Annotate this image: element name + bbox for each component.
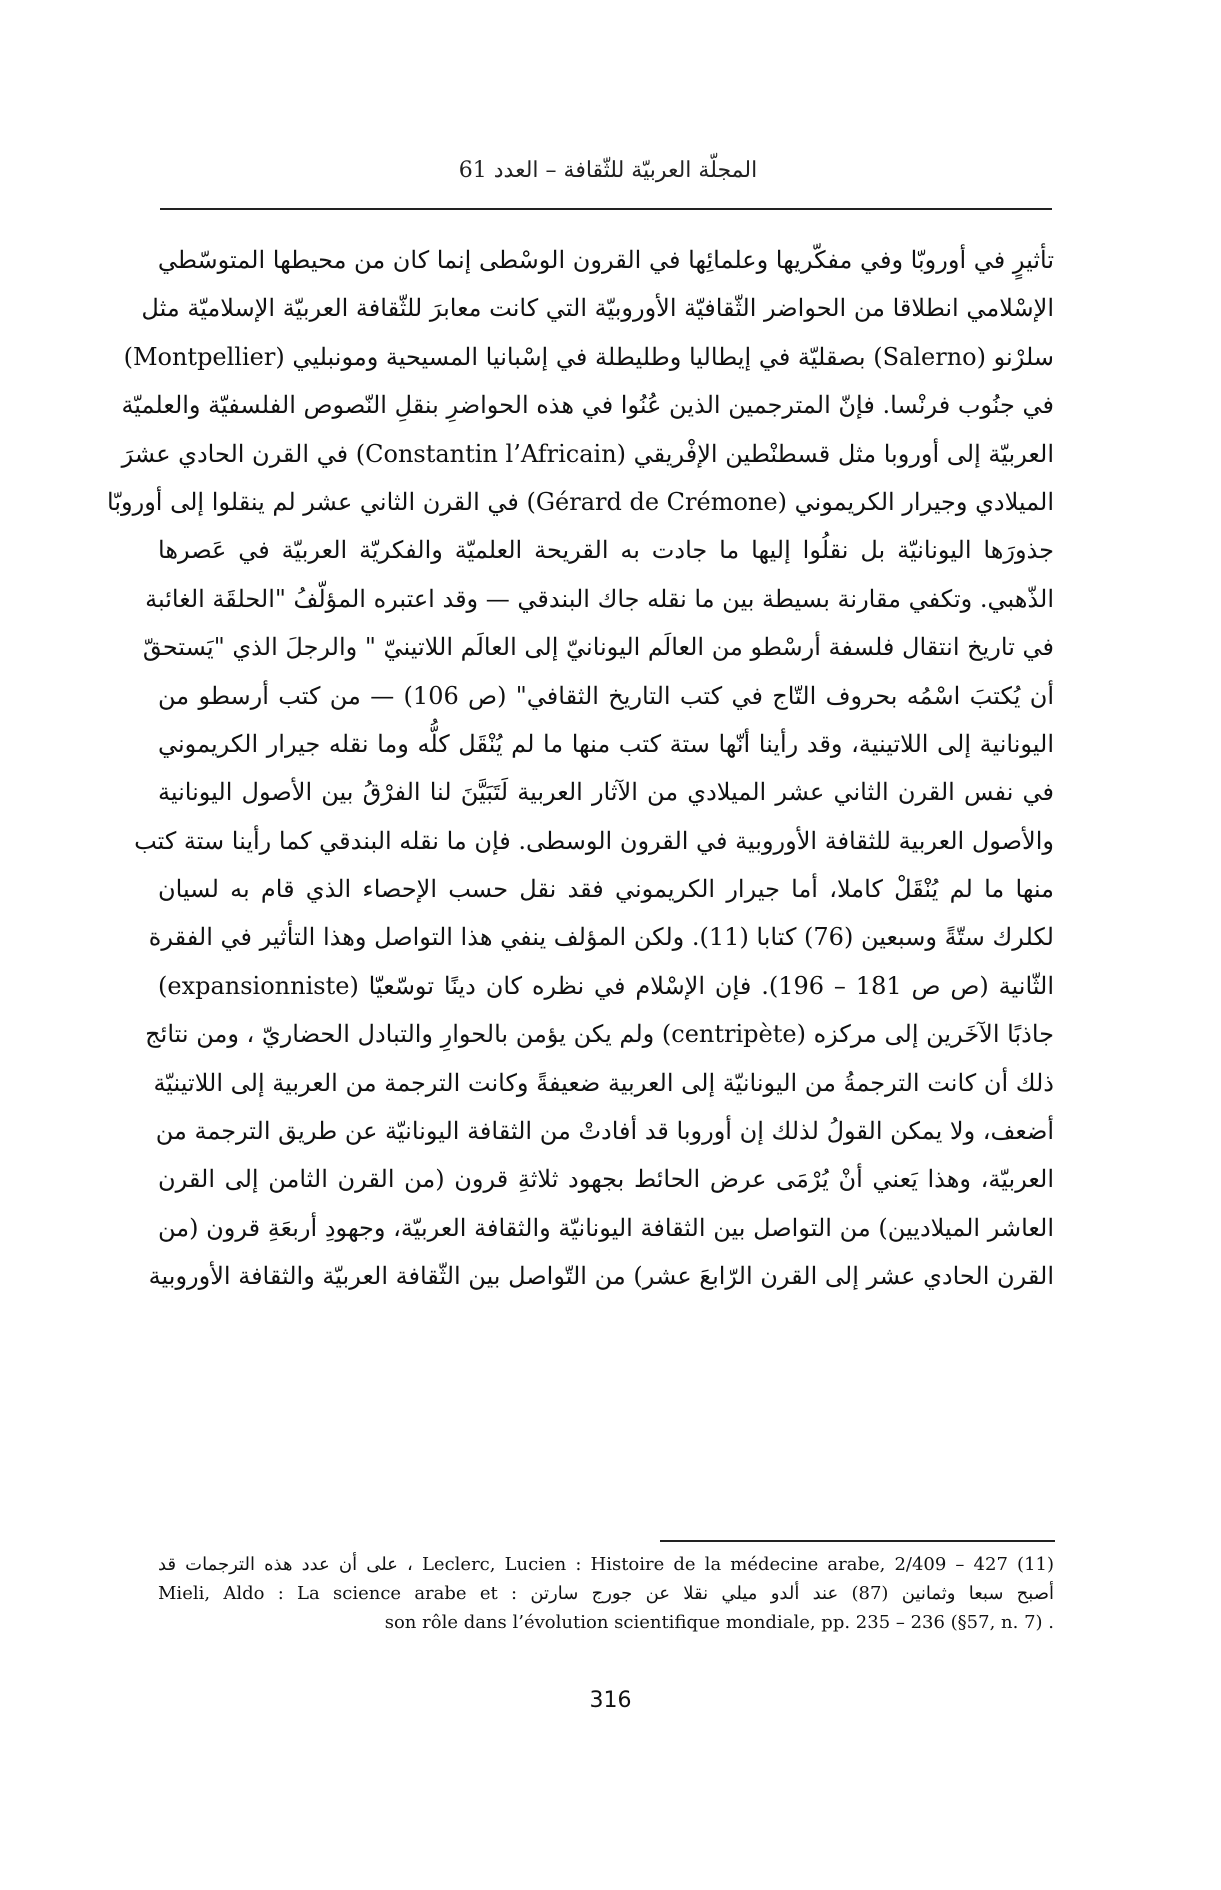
running-header: المجلّة العربيّة للثّقافة – العدد 61 <box>458 158 758 183</box>
header-rule <box>160 208 1052 210</box>
body-line: القرن الحادي عشر إلى القرن الرّابعَ عشر) من التّواصل بين الثّقافة العربيّة والثقافة الأوروبية <box>148 1262 1054 1291</box>
body-line: الميلادي وجيرار الكريموني (Gérard de Crémone) في القرن الثاني عشر لم ينقلوا إلى أوروبّا <box>107 487 1054 516</box>
body-line: العربيّة، وهذا يَعني أنْ يُرْمَى عرض الحائط بجهود ثلاثةِ قرون (من القرن الثامن إلى القرن <box>158 1165 1054 1194</box>
body-line: والأصول العربية للثقافة الأوروبية في القرون الوسطى. فإن ما نقله البندقي كما رأينا ستة كتب <box>134 826 1054 855</box>
body-line: لكلرك ستّةً وسبعين (76) كتابا (11). ولكن المؤلف ينفي هذا التواصل وهذا التأثير في الفقرة <box>148 923 1054 952</box>
body-line: جذورَها اليونانيّة بل نقلُوا إليها ما جادت به القريحة العلميّة والفكريّة العربيّة في عَصرها <box>158 536 1054 565</box>
body-line: العربيّة إلى أوروبا مثل قسطنْطين الإفْريقي (Constantin l’Africain) في القرن الحادي عشرَ <box>121 439 1054 468</box>
body-line: الذّهبي. وتكفي مقارنة بسيطة بين ما نقله جاك البندقي — وقد اعتبره المؤلّفُ "الحلقَة الغائبة <box>145 584 1054 613</box>
footnote-line: أصبح سبعا وثمانين (87) عند ألدو ميلي نقلا عن جورج سارتن : Mieli, Aldo : La science arabe et <box>158 1583 1054 1604</box>
body-line: الإسْلامي انطلاقا من الحواضر الثّقافيّة الأوروبيّة التي كانت معابرَ للثّقافة العربيّة الإسلاميّة مثل <box>141 294 1054 323</box>
body-line: الثّانية (ص ص 181 – 196). فإن الإسْلام في نظره كان دينًا توسّعيّا (expansionniste) <box>158 971 1054 1000</box>
body-line: جاذبًا الآخَرين إلى مركزه (centripète) ولم يكن يؤمن بالحوارِ والتبادل الحضاريّ ، ومن نتائج <box>145 1020 1054 1049</box>
body-line: أن يُكتبَ اسْمُه بحروف التّاج في كتب التاريخ الثقافي" (ص 106) — من كتب أرسطو من <box>158 681 1054 710</box>
body-line: ذلك أن كانت الترجمةُ من اليونانيّة إلى العربية ضعيفةً وكانت الترجمة من العربية إلى اللاتينيّة <box>153 1068 1054 1097</box>
footnote-line: (11) Leclerc, Lucien : Histoire de la médecine arabe, 2/409 – 427 ، على أن عدد هذه الترجمات قد <box>158 1554 1054 1575</box>
page-number: 316 <box>589 1688 632 1713</box>
body-line: سلرْنو (Salerno) بصقليّة في إيطاليا وطليطلة في إسْبانيا المسيحية ومونبليي (Montpellier) <box>123 342 1054 371</box>
footnote-line: . son rôle dans l’évolution scientifique mondiale, pp. 235 – 236 (§57, n. 7) <box>384 1612 1054 1633</box>
body-line: منها ما لم يُنْقَلْ كاملا، أما جيرار الكريموني فقد نقل حسب الإحصاء الذي قام به لسيان <box>158 875 1054 904</box>
body-line: في تاريخ انتقال فلسفة أرسْطو من العالَم اليونانيّ إلى العالَم اللاتينيّ " والرجلَ الذي "يَستحقّ <box>142 633 1054 662</box>
body-line: أضعف، ولا يمكن القولُ لذلك إن أوروبا قد أفادتْ من الثقافة اليونانيّة عن طريق الترجمة من <box>155 1117 1054 1146</box>
body-line: في جنُوب فرنْسا. فإنّ المترجمين الذين عُنُوا في هذه الحواضرِ بنقلِ النّصوص الفلسفيّة والعلميّة <box>121 391 1054 420</box>
body-line: تأثيرٍ في أوروبّا وفي مفكّريها وعلمائِها في القرون الوسْطى إنما كان من محيطها المتوسّطي <box>157 246 1054 274</box>
footnote-rule <box>660 1540 1055 1542</box>
footnotes <box>158 1550 1054 1637</box>
body-line: في نفس القرن الثاني عشر الميلادي من الآثار العربية لَتَبَيَّنَ لنا الفرْقُ بين الأصول اليونانية <box>158 778 1054 807</box>
body-line: العاشر الميلاديين) من التواصل بين الثقافة اليونانيّة والثقافة العربيّة، وجهودِ أربعَةِ قرون (من <box>158 1213 1054 1242</box>
body-text <box>107 236 1054 1301</box>
body-line: اليونانية إلى اللاتينية، وقد رأينا أنّها ستة كتب منها ما لم يُنْقَل كلُّه وما نقله جيرار الكريموني <box>158 729 1054 758</box>
